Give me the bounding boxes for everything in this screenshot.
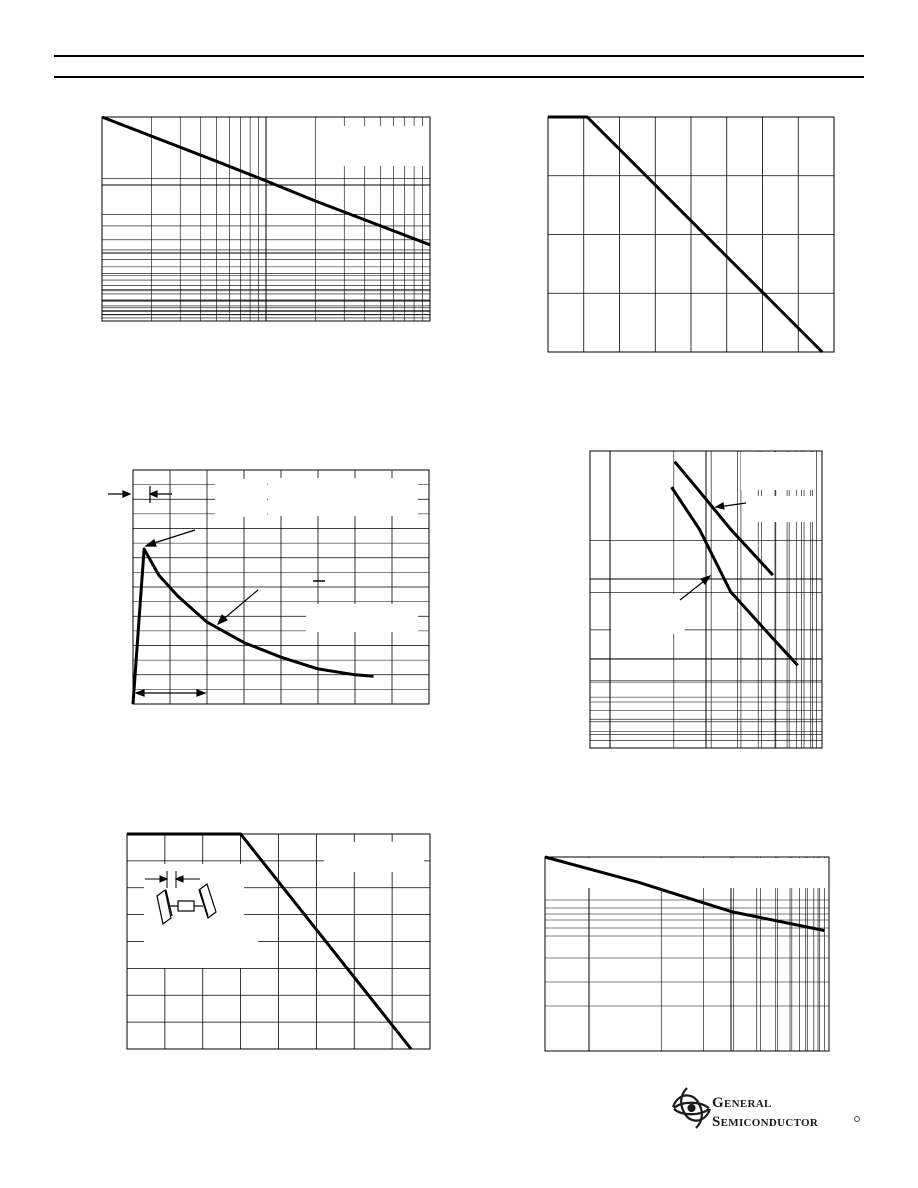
label-area xyxy=(546,858,826,888)
legend-box xyxy=(326,126,424,166)
legend-box xyxy=(748,496,814,522)
label-area xyxy=(306,604,418,632)
legend-box xyxy=(611,594,685,634)
label-area xyxy=(324,842,424,872)
logo-line-1: General xyxy=(712,1095,772,1111)
legend-box xyxy=(741,452,813,490)
mounting-sketch xyxy=(144,864,244,958)
logo-line-2: Semiconductor xyxy=(712,1114,819,1130)
label-area xyxy=(268,478,418,516)
chart-1 xyxy=(102,117,430,321)
